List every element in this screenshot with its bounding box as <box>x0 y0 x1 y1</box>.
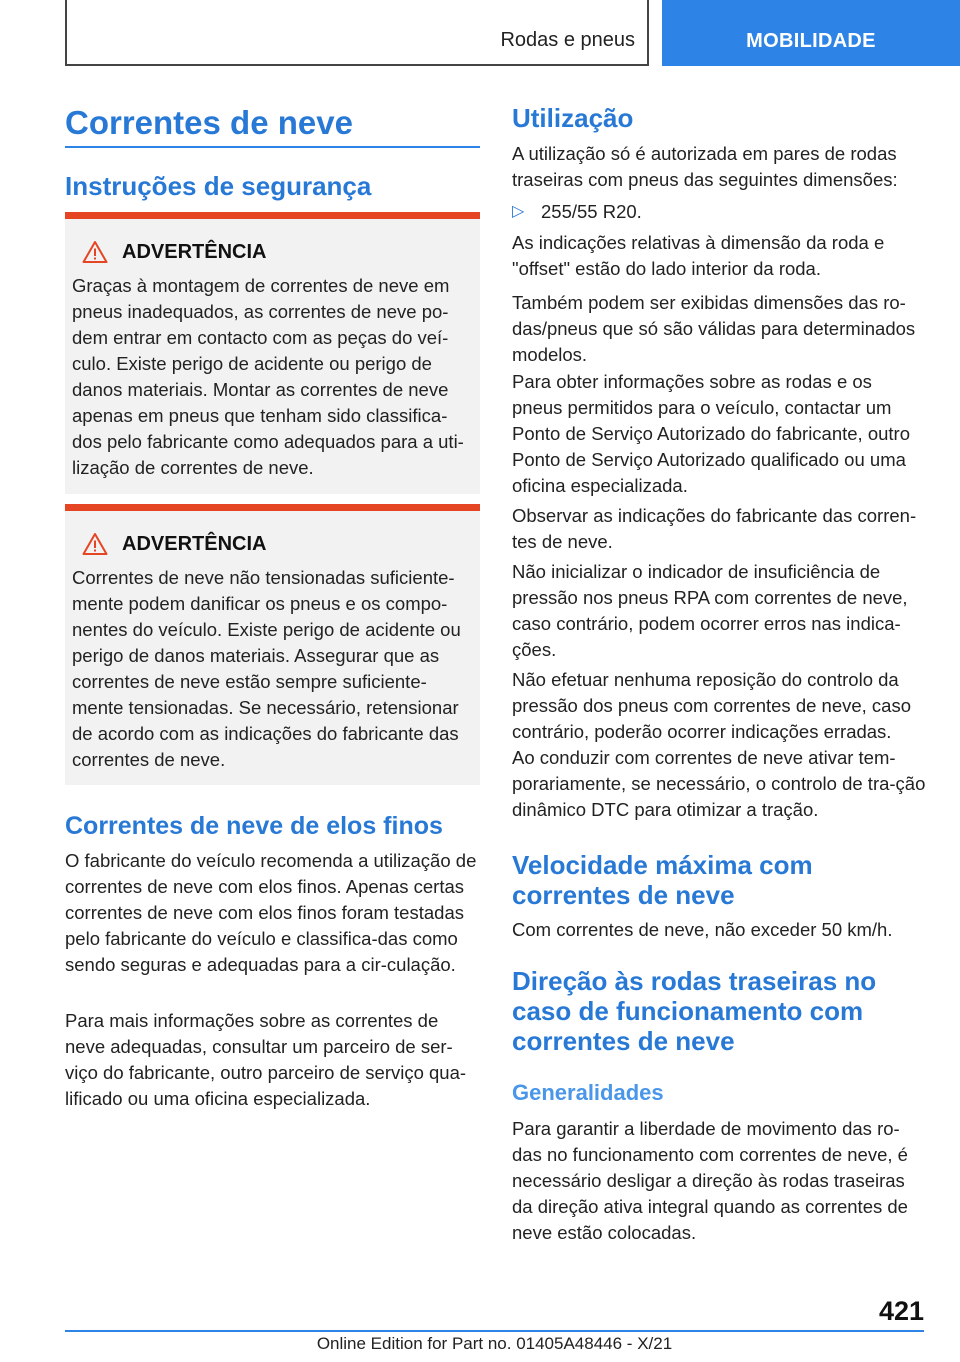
usage-paragraph-4: Para obter informações sobre as rodas e os pneus permitidos para o veículo, contactar um Ponto de Serviço Autorizado do fabricante, outro Ponto de Serviço Autorizado qualificado ou uma oficina especializada. <box>512 371 911 496</box>
rear-steering-heading: Direção às rodas traseiras no caso de funcionamento com correntes de neve <box>512 966 877 1056</box>
usage-paragraph-6: Não inicializar o indicador de insuficiência de pressão nos pneus RPA com correntes de neve, caso contrário, podem ocorrer erros nas indica-ções. <box>512 561 908 660</box>
fine-chains-heading: Correntes de neve de elos finos <box>65 812 443 840</box>
warning-header <box>72 239 472 265</box>
general-subheading: Generalidades <box>512 1080 664 1105</box>
page-number: 421 <box>878 1296 924 1326</box>
warning-text: Graças à montagem de correntes de neve em pneus inadequados, as correntes de neve po-dem entrar em contacto com as peças do veí-culo. Existe perigo de acidente ou perigo de danos materiais. Montar as correntes de neve apenas em pneus que tenham sido classifica-dos pelo fabricante como adequados para a uti-lização de correntes de neve. <box>72 275 464 478</box>
chapter-tab-label: MOBILIDADE <box>746 30 876 52</box>
usage-paragraph-3: Também podem ser exibidas dimensões das ro-das/pneus que só são válidas para determinados modelos. <box>512 292 916 365</box>
fine-chains-paragraph-2: Para mais informações sobre as correntes de neve adequadas, consultar um parceiro de ser-viço do fabricante, outro parceiro de serviço qua-lificado ou uma oficina especializada. <box>65 1010 467 1109</box>
warning-box-2 <box>65 504 480 785</box>
edition-note: Online Edition for Part no. 01405A48446 - X/21 <box>316 1334 673 1353</box>
tire-size-text: 255/55 R20. <box>541 201 642 222</box>
fine-chains-paragraph-1: O fabricante do veículo recomenda a utilização de correntes de neve com elos finos. Apenas certas correntes de neve com elos finos foram testadas pelo fabricante do veículo e classifica-das como sendo seguras e adequadas para a cir-culação. <box>65 850 477 975</box>
usage-paragraph-7: Não efetuar nenhuma reposição do controlo da pressão dos pneus com correntes de neve, caso contrário, poderão ocorrer indicações erradas. <box>512 669 912 742</box>
warning-triangle-icon <box>82 240 108 264</box>
warning-text: Correntes de neve não tensionadas suficiente-mente podem danificar os pneus e os compo-nentes do veículo. Existe perigo de acidente ou perigo de danos materiais. Assegurar que as correntes de neve estão sempre suficiente-mente tensionadas. Se necessário, retensionar de acordo com as indicações do fabricante das correntes de neve. <box>72 567 461 770</box>
tire-size-bullet <box>512 199 642 225</box>
warning-triangle-icon <box>82 532 108 556</box>
rear-steering-paragraph: Para garantir a liberdade de movimento das ro-das no funcionamento com correntes de neve, é necessário desligar a direção às rodas traseiras da direção ativa integral quando as correntes de neve estão colocadas. <box>512 1118 908 1243</box>
max-speed-paragraph: Com correntes de neve, não exceder 50 km/h. <box>512 919 893 940</box>
warning-box-1 <box>65 212 480 494</box>
warning-header <box>72 531 472 557</box>
usage-paragraph-2: As indicações relativas à dimensão da roda e "offset" estão do lado interior da roda. <box>512 232 885 279</box>
usage-paragraph-1: A utilização só é autorizada em pares de rodas traseiras com pneus das seguintes dimensões: <box>512 143 898 190</box>
usage-paragraph-8: Ao conduzir com correntes de neve ativar tem-porariamente, se necessário, o controlo de tra-ção dinâmico DTC para otimizar a tração. <box>512 747 926 820</box>
warning-title: ADVERTÊNCIA <box>122 532 267 555</box>
section-title: Rodas e pneus <box>500 29 635 51</box>
usage-heading: Utilização <box>512 103 634 133</box>
max-speed-heading: Velocidade máxima com correntes de neve <box>512 850 813 910</box>
bullet-triangle-icon: ▷ <box>512 203 525 220</box>
usage-paragraph-5: Observar as indicações do fabricante das corren-tes de neve. <box>512 505 917 552</box>
page-title: Correntes de neve <box>65 104 353 141</box>
title-divider <box>65 146 480 148</box>
chapter-tab[interactable] <box>662 0 960 66</box>
footer-divider <box>65 1330 924 1332</box>
warning-title: ADVERTÊNCIA <box>122 240 267 263</box>
safety-heading: Instruções de segurança <box>65 171 372 201</box>
